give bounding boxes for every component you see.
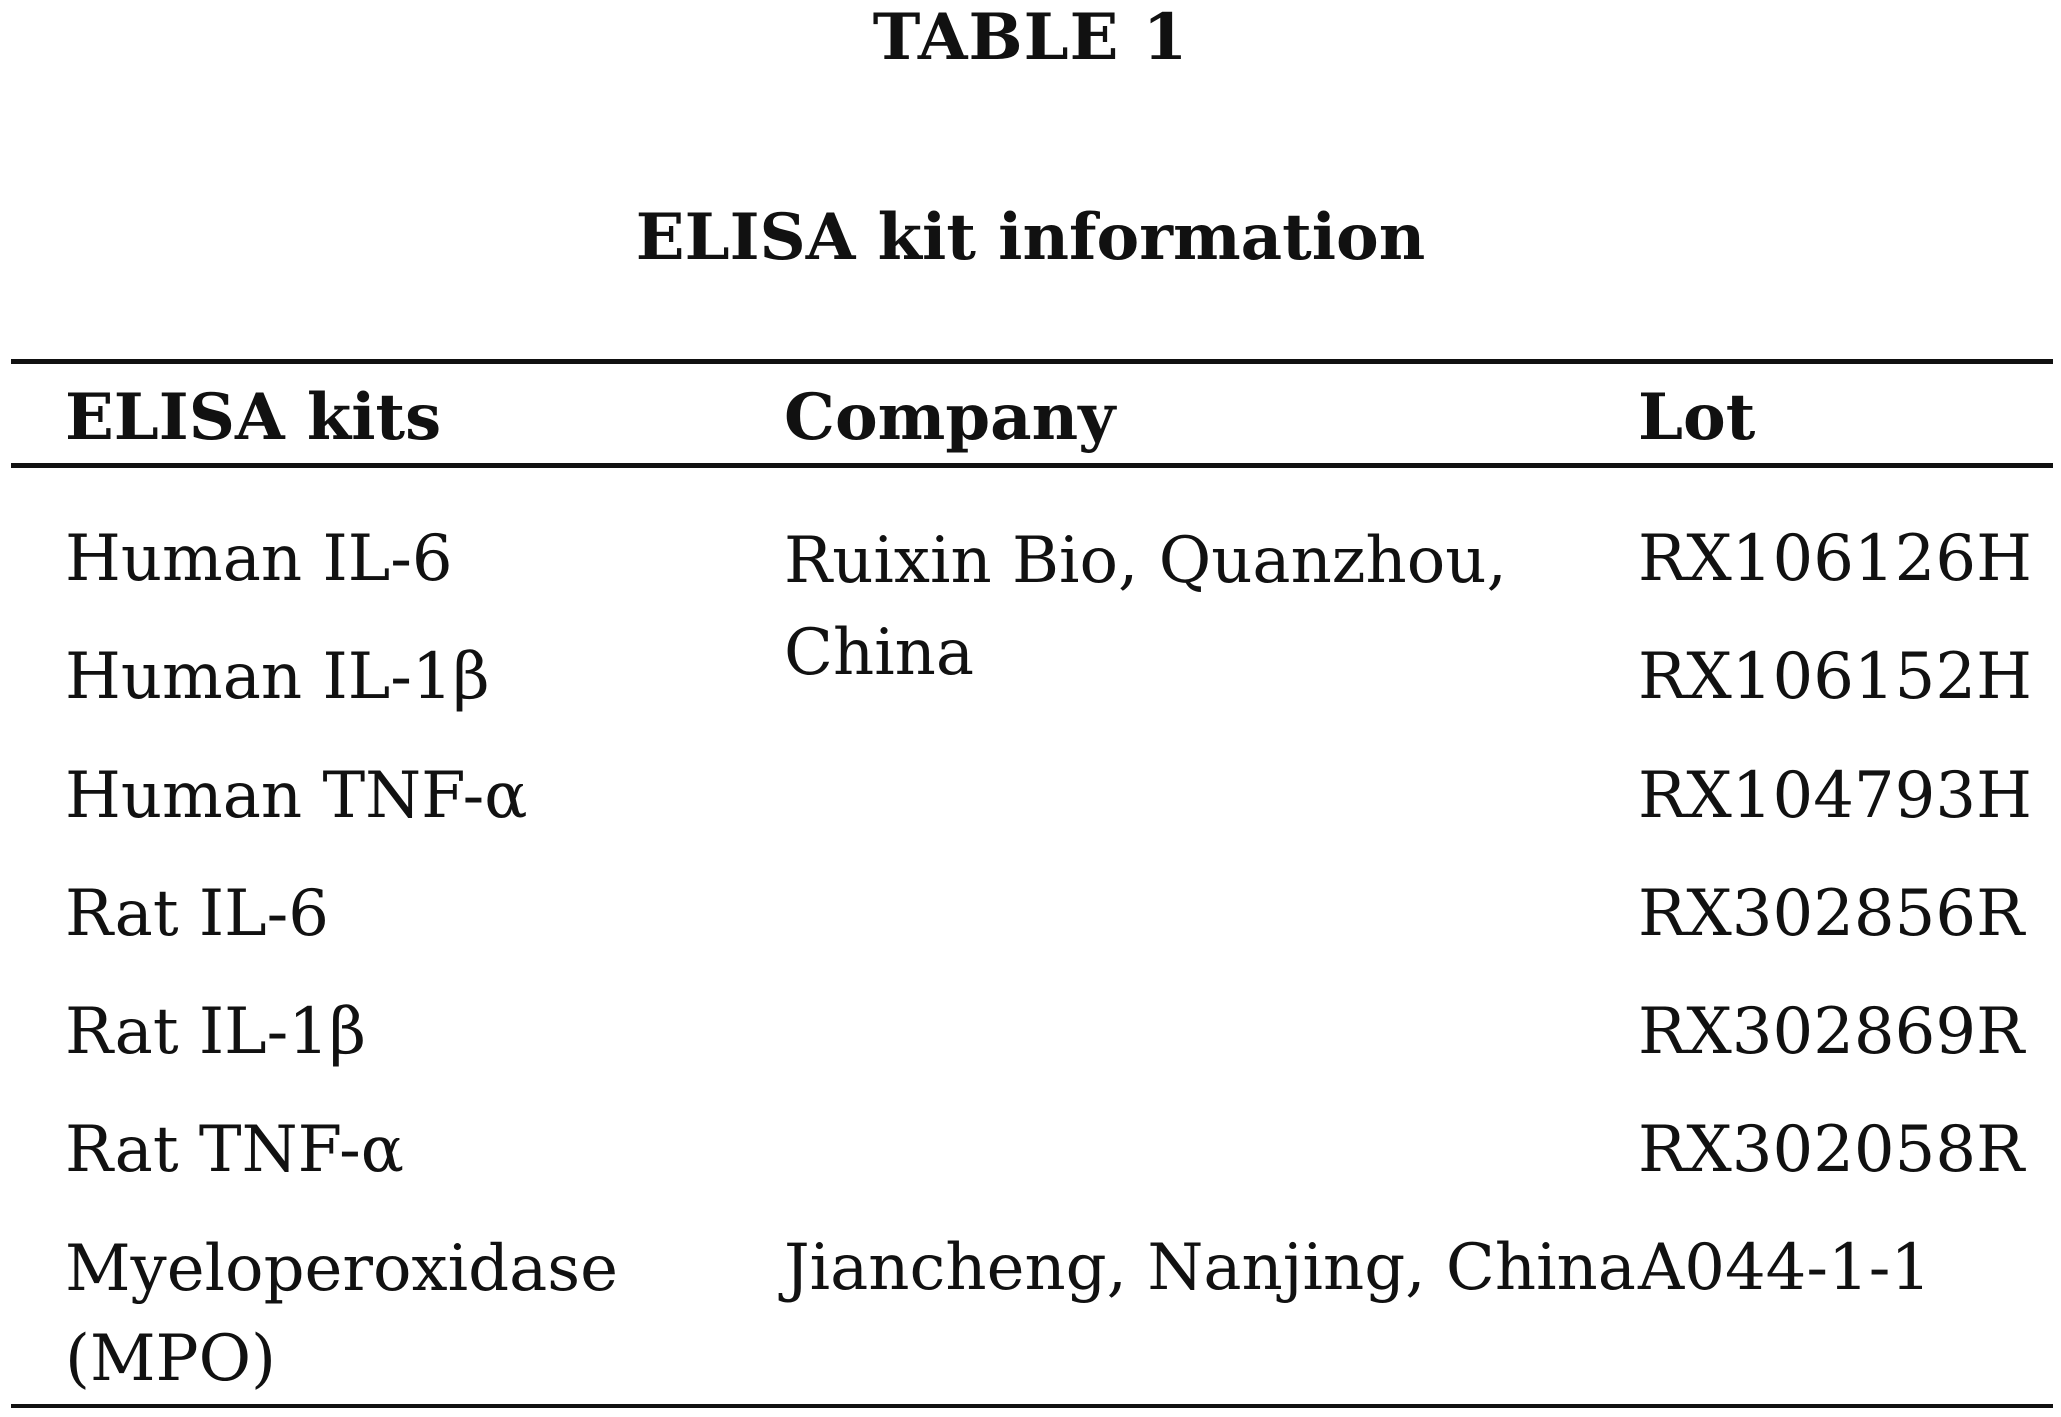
row-lot-rat-il1b: RX302869R <box>1638 995 2025 1069</box>
row-kit-human-il6: Human IL-6 <box>65 522 453 596</box>
row-lot-human-il6: RX106126H <box>1638 522 2032 596</box>
row-lot-human-il1b: RX106152H <box>1638 640 2032 714</box>
row-lot-human-tnfa: RX104793H <box>1638 759 2032 833</box>
bottom-rule <box>11 1404 2053 1408</box>
top-rule <box>11 359 2053 364</box>
row-lot-rat-tnfa: RX302058R <box>1638 1113 2025 1187</box>
row-lot-mpo: A044-1-1 <box>1638 1231 1932 1305</box>
row-kit-rat-tnfa: Rat TNF-α <box>65 1113 404 1187</box>
header-rule <box>11 463 2053 468</box>
row-kit-rat-il6: Rat IL-6 <box>65 877 329 951</box>
row-kit-human-il1b: Human IL-1β <box>65 640 490 714</box>
company-ruixin: Ruixin Bio, Quanzhou, China <box>784 524 1507 690</box>
row-kit-mpo: Myeloperoxidase (MPO) <box>65 1232 618 1396</box>
row-kit-rat-il1b: Rat IL-1β <box>65 995 366 1069</box>
header-kit: ELISA kits <box>65 380 442 455</box>
header-lot: Lot <box>1638 380 1756 455</box>
table-title: ELISA kit information <box>635 200 1426 275</box>
table-label: TABLE 1 <box>872 0 1189 75</box>
header-company: Company <box>784 380 1116 455</box>
row-kit-human-tnfa: Human TNF-α <box>65 759 528 833</box>
company-jiancheng: Jiancheng, Nanjing, China <box>784 1231 1636 1305</box>
row-lot-rat-il6: RX302856R <box>1638 877 2025 951</box>
